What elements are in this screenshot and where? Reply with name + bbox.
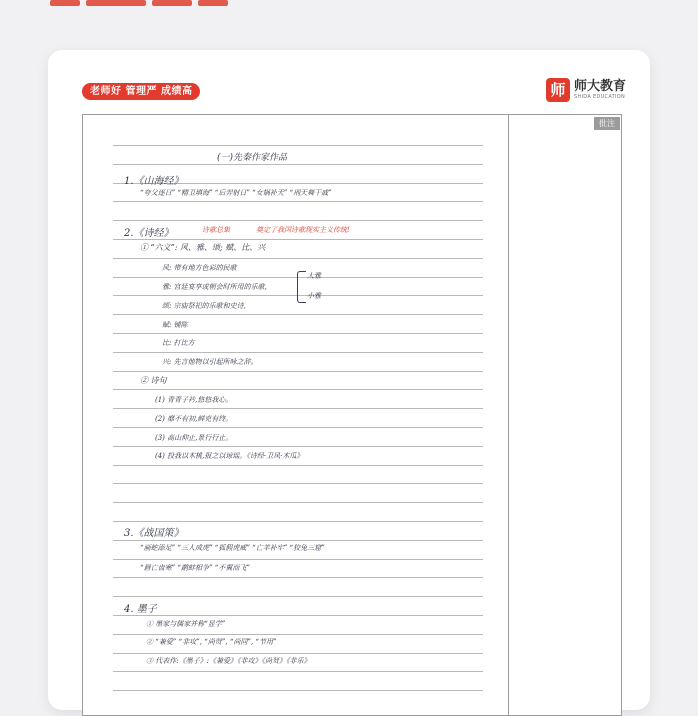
ruled-line	[113, 164, 483, 165]
margin-label: 批注	[594, 117, 620, 130]
brand-subtitle: SHIDA EDUCATION	[574, 93, 626, 100]
ruled-line	[113, 314, 483, 315]
section2-item2: ② 诗句	[140, 376, 167, 385]
section2-heading: 2.《诗经》	[124, 228, 174, 239]
section4-item2: ② “兼爱” “非攻”, “尚贤”, “尚同”, “节用”	[146, 638, 277, 646]
section2-ya-b: 小雅	[307, 292, 321, 300]
ruled-line	[113, 145, 483, 146]
ruled-line	[113, 408, 483, 409]
ruled-line	[113, 521, 483, 522]
ruled-line	[113, 465, 483, 466]
section2-quote4: (4) 投我以木桃,报之以琼瑶。《诗经·卫风·木瓜》	[155, 452, 304, 460]
ruled-line	[113, 502, 483, 503]
bracket-mark	[297, 271, 306, 303]
ruled-line	[113, 427, 483, 428]
section2-xing: 兴: 先言他物以引起所咏之辞。	[162, 358, 258, 366]
ruled-line	[113, 220, 483, 221]
ruled-line	[113, 333, 483, 334]
margin-divider	[508, 115, 509, 715]
section3-line2: “唇亡齿寒” “鹬蚌相争” “不翼而飞”	[140, 564, 250, 572]
section2-quote3: (3) 高山仰止,景行行止。	[155, 434, 233, 442]
section2-item1: ① “六义”: 风、雅、颂; 赋、比、兴	[140, 243, 266, 252]
brand-logo-group	[546, 78, 626, 102]
section2-ya-a: 大雅	[307, 272, 321, 280]
ruled-line	[113, 483, 483, 484]
ruled-line	[113, 540, 483, 541]
section3-heading: 3.《战国策》	[124, 528, 184, 539]
notes-title: (一)先秦作家作品	[217, 153, 288, 163]
brand-name: 师大教育	[574, 78, 627, 94]
ruled-line	[113, 577, 483, 578]
ruled-line	[113, 671, 483, 672]
ruled-line	[113, 352, 483, 353]
ruled-line	[113, 653, 483, 654]
section2-song: 颂: 宗庙祭祀的乐歌和史诗,	[162, 302, 246, 310]
section2-quote2: (2) 靡不有初,鲜克有终。	[155, 415, 233, 423]
top-banner-fragment	[50, 0, 240, 8]
section2-quote1: (1) 青青子衿,悠悠我心。	[155, 396, 233, 404]
section4-heading: 4. 墨子	[124, 604, 157, 615]
ruled-line	[113, 201, 483, 202]
section4-item1: ① 墨家与儒家并称“显学”	[146, 620, 226, 628]
brand-logo-icon: 师	[546, 78, 570, 102]
section1-heading: 1.《山海经》	[124, 176, 184, 187]
section2-ya: 雅: 宫廷宴享或朝会时所用的乐歌,	[162, 283, 267, 291]
ruled-line	[113, 634, 483, 635]
section2-bi: 比: 打比方	[162, 339, 195, 347]
section3-line1: “画蛇添足” “三人成虎” “狐假虎威” “亡羊补牢” “狡兔三窟”	[140, 544, 325, 552]
ruled-line	[113, 389, 483, 390]
ruled-line	[113, 371, 483, 372]
ruled-line	[113, 258, 483, 259]
ruled-line	[113, 690, 483, 691]
ruled-line	[113, 559, 483, 560]
section2-red-note-b: 奠定了我国诗歌现实主义传统!	[256, 226, 350, 234]
ruled-line	[113, 615, 483, 616]
ruled-line	[113, 446, 483, 447]
section2-fu: 赋: 铺陈	[162, 321, 188, 329]
slogan-badge: 老师好 管理严 成绩高	[82, 83, 200, 100]
section4-item3: ③ 代表作:《墨子》:《兼爱》《非攻》《尚贤》《非乐》	[146, 657, 311, 665]
ruled-line	[113, 239, 483, 240]
section2-red-note-a: 诗歌总集	[202, 226, 230, 234]
ruled-line	[113, 596, 483, 597]
section2-feng: 风: 带有地方色彩的民歌	[162, 264, 237, 272]
section1-line: “夸父逐日” “精卫填海” “后羿射日” “女娲补天” “刑天舞干戚”	[140, 189, 332, 197]
